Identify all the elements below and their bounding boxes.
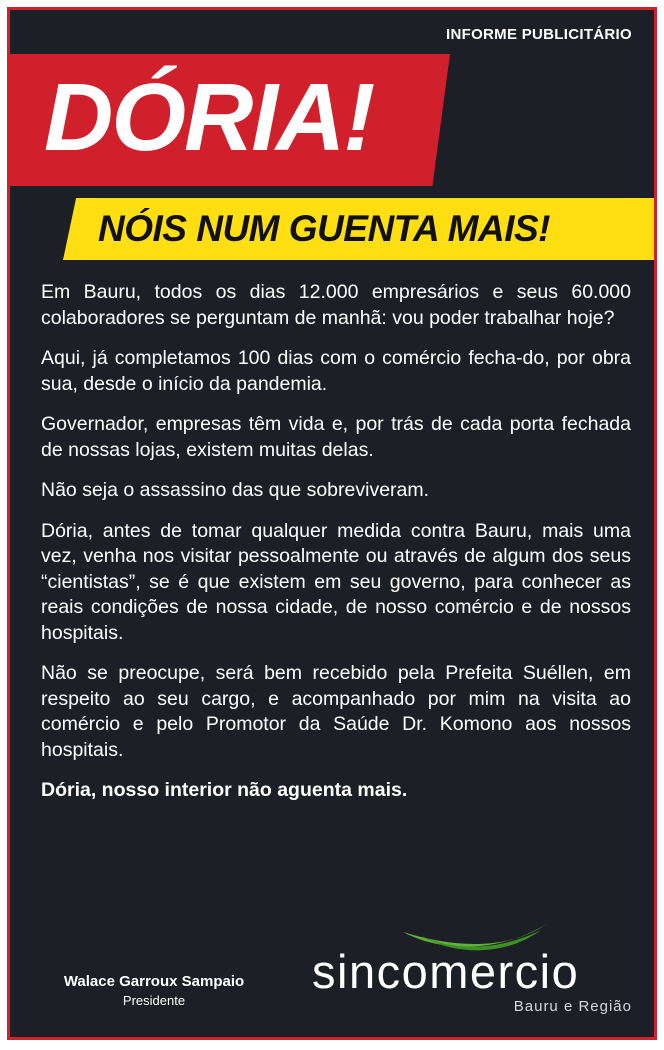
logo-wordmark: sincomercio — [312, 945, 580, 998]
closing-line: Dória, nosso interior não aguenta mais. — [41, 779, 408, 801]
paragraph: Não se preocupe, será bem recebido pela Prefeita Suéllen, em respeito ao seu cargo, e acompanhado por mim na visita ao comércio e pelo Promotor da Saúde Dr. Komono aos nossos hospitais. — [41, 662, 631, 761]
body-text — [41, 280, 631, 819]
paragraph: Em Bauru, todos os dias 12.000 empresários e seus 60.000 colaboradores se perguntam de manhã: vou poder trabalhar hoje? — [41, 281, 631, 329]
signature-role: Presidente — [122, 993, 186, 1008]
paragraph: Governador, empresas têm vida e, por trás de cada porta fechada de nossas lojas, existem muitas delas. — [41, 413, 631, 461]
paragraph: Não seja o assassino das que sobreviveram. — [41, 479, 430, 501]
advertisement — [7, 7, 657, 1040]
headline-subtitle: NÓIS NUM GUENTA MAIS! — [98, 208, 550, 249]
headline-title: DÓRIA! — [44, 64, 374, 171]
logo-tagline: Bauru e Região — [513, 998, 632, 1015]
signature-name: Walace Garroux Sampaio — [63, 973, 245, 990]
sincomercio-logo — [306, 922, 636, 1027]
signature — [34, 972, 274, 1010]
paragraph: Dória, antes de tomar qualquer medida contra Bauru, mais uma vez, venha nos visitar pessoalmente ou através de algum dos seus “cientistas”, se é que existem em seu governo, para conhecer as reais condições de nossa cidade, de nosso comércio e de nossos hospitais. — [41, 519, 631, 644]
informe-label: INFORME PUBLICITÁRIO — [446, 26, 632, 43]
paragraph: Aqui, já completamos 100 dias com o comércio fecha-do, por obra sua, desde o início da pandemia. — [41, 347, 631, 395]
